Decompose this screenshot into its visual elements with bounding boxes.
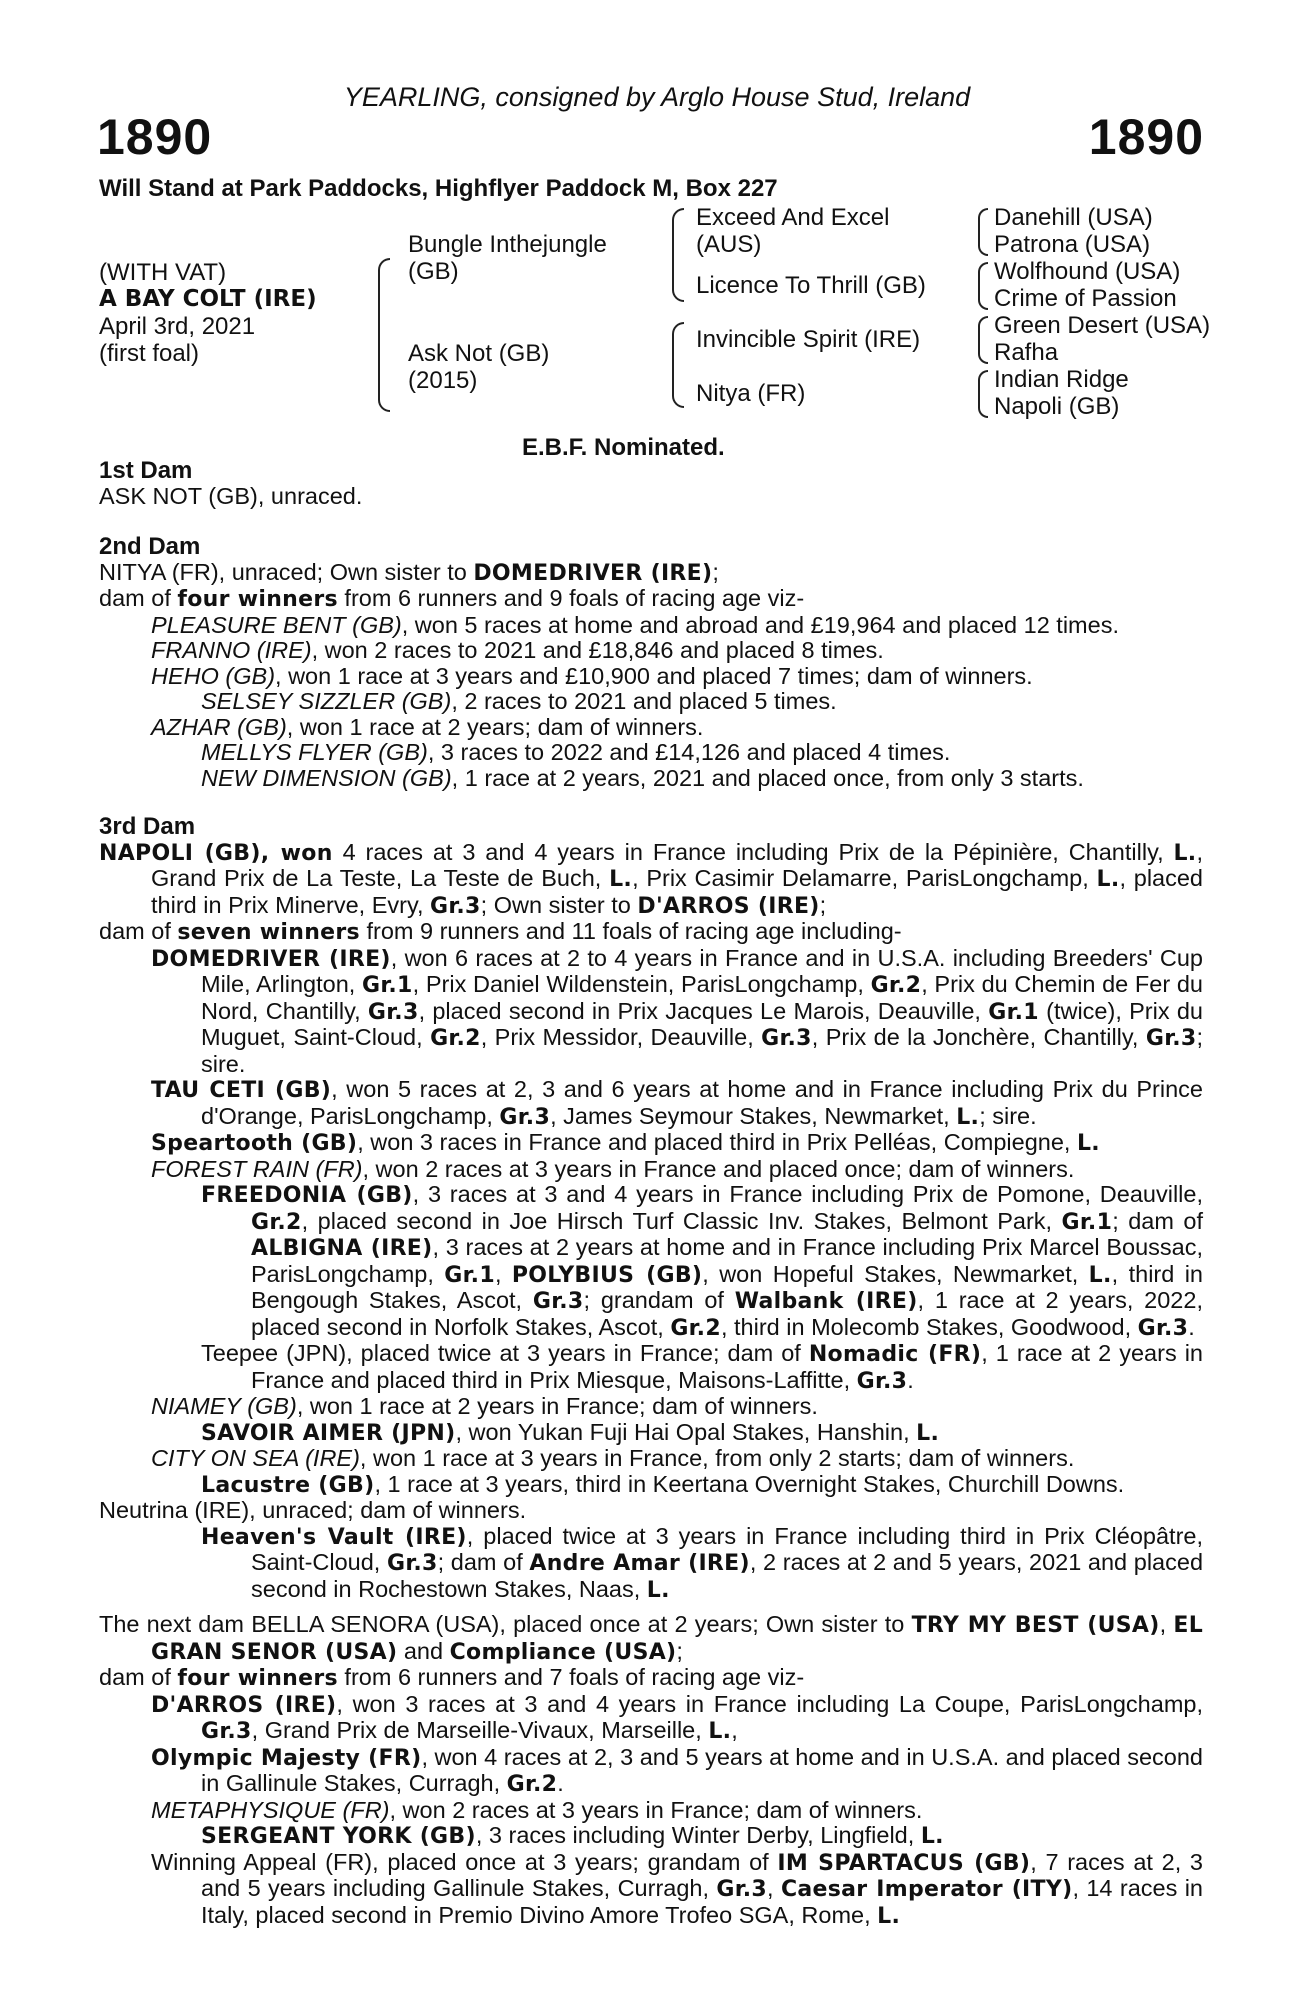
domedriver-entry: DOMEDRIVER (IRE), won 6 races at 2 to 4 years in France and in U.S.A. including Breeders' Cup Mile, Arlington, Gr.1, Prix Daniel Wildenstein, ParisLongchamp, Gr.2, Prix du Chemin de Fer du Nord, Chantilly, Gr.3, placed second in Prix Jacques Le Marois, Deauville, Gr.1 (twice), Prix du Muguet, Saint-Cloud, Gr.2, Prix Messidor, Deauville, Gr.3, Prix de la Jonchère, Chantilly, Gr.3; sire. <box>151 944 1204 1077</box>
winning-appeal-entry: Winning Appeal (FR), placed once at 3 years; grandam of IM SPARTACUS (GB), 7 races at 2, 3 and 5 years including Gallinule Stakes, Curragh, Gr.3, Caesar Imperator (ITY), 14 races in Italy, placed second in Premio Divino Amore Trofeo SGA, Rome, L. <box>151 1848 1204 1929</box>
vat-label: (WITH VAT) <box>99 259 227 286</box>
teepee-entry: Teepee (JPN), placed twice at 3 years in France; dam of Nomadic (FR), 1 race at 2 years in France and placed third in Prix Miesque, Maisons-Laffitte, Gr.3. <box>201 1340 1203 1394</box>
runner-selsey-sizzler: SELSEY SIZZLER (GB), 2 races to 2021 and placed 5 times. <box>201 688 837 714</box>
foal-note: (first foal) <box>99 340 200 367</box>
next-dam-line1: The next dam BELLA SENORA (USA), placed once at 2 years; Own sister to TRY MY BEST (USA), EL GRAN SENOR (USA) and Compliance (USA); <box>99 1611 1204 1665</box>
dam-sire: Invincible Spirit (IRE) <box>696 326 921 353</box>
brace-4d <box>978 370 988 418</box>
darros-entry: D'ARROS (IRE), won 3 races at 3 and 4 years in France including La Coupe, ParisLongchamp, Gr.3, Grand Prix de Marseille-Vivaux, Marseille, L., <box>151 1690 1203 1744</box>
gen3-3: Wolfhound (USA) <box>994 258 1181 285</box>
heavens-vault-entry: Heaven's Vault (IRE), placed twice at 3 years in France including third in Prix Cléopâtre, Saint-Cloud, Gr.3; dam of Andre Amar (IRE), 2 races at 2 and 5 years, 2021 and placed second in Rochestown Stakes, Naas, L. <box>201 1522 1204 1603</box>
brace-4c <box>978 316 988 364</box>
second-dam-line2: dam of four winners from 6 runners and 9 foals of racing age viz- <box>99 585 805 612</box>
runner-pleasure-bent: PLEASURE BENT (GB), won 5 races at home and abroad and £19,964 and placed 12 times. <box>151 611 1119 638</box>
stand-location: Will Stand at Park Paddocks, Highflyer Paddock M, Box 227 <box>99 175 778 202</box>
dam-dam: Nitya (FR) <box>696 380 806 407</box>
runner-franno: FRANNO (IRE), won 2 races to 2021 and £18,846 and placed 8 times. <box>151 637 884 663</box>
first-dam-heading: 1st Dam <box>99 457 193 484</box>
brace-4b <box>978 262 988 310</box>
dam-line2: (2015) <box>408 367 478 394</box>
sire-line1: Bungle Inthejungle <box>408 231 607 258</box>
gen3-8: Napoli (GB) <box>994 393 1120 420</box>
first-dam-text: ASK NOT (GB), unraced. <box>99 482 363 509</box>
runner-new-dimension: NEW DIMENSION (GB), 1 race at 2 years, 2021 and placed once, from only 3 starts. <box>201 764 1084 791</box>
niamey-entry: NIAMEY (GB), won 1 race at 2 years in France; dam of winners. <box>151 1393 818 1419</box>
second-dam-line1: NITYA (FR), unraced; Own sister to DOMEDRIVER (IRE); <box>99 558 719 586</box>
gen3-7: Indian Ridge <box>994 366 1129 393</box>
brace-4a <box>978 208 988 256</box>
next-dam-section <box>99 1612 1203 1929</box>
dam-line1: Ask Not (GB) <box>408 340 550 367</box>
savoir-aimer-entry: SAVOIR AIMER (JPN), won Yukan Fuji Hai Opal Stakes, Hanshin, L. <box>201 1418 940 1446</box>
foaling-date: April 3rd, 2021 <box>99 313 256 340</box>
sire-sire-line2: (AUS) <box>696 231 762 258</box>
gen3-1: Danehill (USA) <box>994 204 1153 231</box>
napoli-dam-of: dam of seven winners from 9 runners and 11 foals of racing age including- <box>99 918 902 945</box>
horse-name: A BAY COLT (IRE) <box>99 286 317 312</box>
third-dam-section <box>99 814 1203 1603</box>
lot-number-right: 1890 <box>1088 109 1204 165</box>
city-on-sea-entry: CITY ON SEA (IRE), won 1 race at 3 years in France, from only 2 starts; dam of winners. <box>151 1445 1075 1471</box>
brace-sire-parents <box>672 208 684 302</box>
speartooth-entry: Speartooth (GB), won 3 races in France and placed third in Prix Pelléas, Compiegne, L. <box>151 1129 1100 1156</box>
second-dam-heading: 2nd Dam <box>99 533 201 560</box>
gen3-6: Rafha <box>994 339 1059 366</box>
gen3-5: Green Desert (USA) <box>994 312 1211 339</box>
runner-mellys-flyer: MELLYS FLYER (GB), 3 races to 2022 and £14,126 and placed 4 times. <box>201 739 951 765</box>
next-dam-line2: dam of four winners from 6 runners and 7 foals of racing age viz- <box>99 1664 805 1691</box>
sire-sire-line1: Exceed And Excel <box>696 204 890 231</box>
olympic-majesty-entry: Olympic Majesty (FR), won 4 races at 2, 3 and 5 years at home and in U.S.A. and placed second in Gallinule Stakes, Curragh, Gr.2. <box>151 1743 1204 1797</box>
lot-number-left: 1890 <box>97 109 213 165</box>
forest-rain-entry: FOREST RAIN (FR), won 2 races at 3 years in France and placed once; dam of winners. <box>151 1155 1075 1182</box>
brace-sire-dam <box>378 258 390 412</box>
sire-line2: (GB) <box>408 258 459 285</box>
lacustre-entry: Lacustre (GB), 1 race at 3 years, third in Keertana Overnight Stakes, Churchill Downs. <box>201 1470 1125 1498</box>
runner-heho: HEHO (GB), won 1 race at 3 years and £10,900 and placed 7 times; dam of winners. <box>151 662 1033 689</box>
sire-dam: Licence To Thrill (GB) <box>696 272 926 299</box>
sergeant-york-entry: SERGEANT YORK (GB), 3 races including Winter Derby, Lingfield, L. <box>201 1822 944 1849</box>
third-dam-heading: 3rd Dam <box>99 813 196 840</box>
first-dam-section <box>99 458 1203 509</box>
napoli-entry: NAPOLI (GB), won 4 races at 3 and 4 years in France including Prix de la Pépinière, Chantilly, L., Grand Prix de La Teste, La Teste de Buch, L., Prix Casimir Delamarre, ParisLongchamp, L., placed third in Prix Minerve, Evry, Gr.3; Own sister to D'ARROS (IRE); <box>99 838 1203 919</box>
second-dam-section <box>99 534 1203 791</box>
tau-ceti-entry: TAU CETI (GB), won 5 races at 2, 3 and 6 years at home and in France including Prix du Prince d'Orange, ParisLongchamp, Gr.3, James Seymour Stakes, Newmarket, L.; sire. <box>151 1076 1203 1130</box>
neutrina-entry: Neutrina (IRE), unraced; dam of winners. <box>99 1497 527 1523</box>
gen3-4: Crime of Passion <box>994 285 1177 312</box>
freedonia-entry: FREEDONIA (GB), 3 races at 3 and 4 years in France including Prix de Pomone, Deauville, Gr.2, placed second in Joe Hirsch Turf Classic Inv. Stakes, Belmont Park, Gr.1; dam of ALBIGNA (IRE), 3 races at 2 years at home and in France including Prix Marcel Boussac, ParisLongchamp, Gr.1, POLYBIUS (GB), won Hopeful Stakes, Newmarket, L., third in Bengough Stakes, Ascot, Gr.3; grandam of Walbank (IRE), 1 race at 2 years, 2022, placed second in Norfolk Stakes, Ascot, Gr.2, third in Molecomb Stakes, Goodwood, Gr.3. <box>201 1181 1204 1341</box>
brace-dam-parents <box>672 322 684 408</box>
consignor-line: YEARLING, consigned by Arglo House Stud, Ireland <box>343 82 971 112</box>
runner-azhar: AZHAR (GB), won 1 race at 2 years; dam of winners. <box>151 713 704 740</box>
metaphysique-entry: METAPHYSIQUE (FR), won 2 races at 3 years in France; dam of winners. <box>151 1796 923 1823</box>
ebf-nominated: E.B.F. Nominated. <box>522 434 725 461</box>
gen3-2: Patrona (USA) <box>994 231 1151 258</box>
